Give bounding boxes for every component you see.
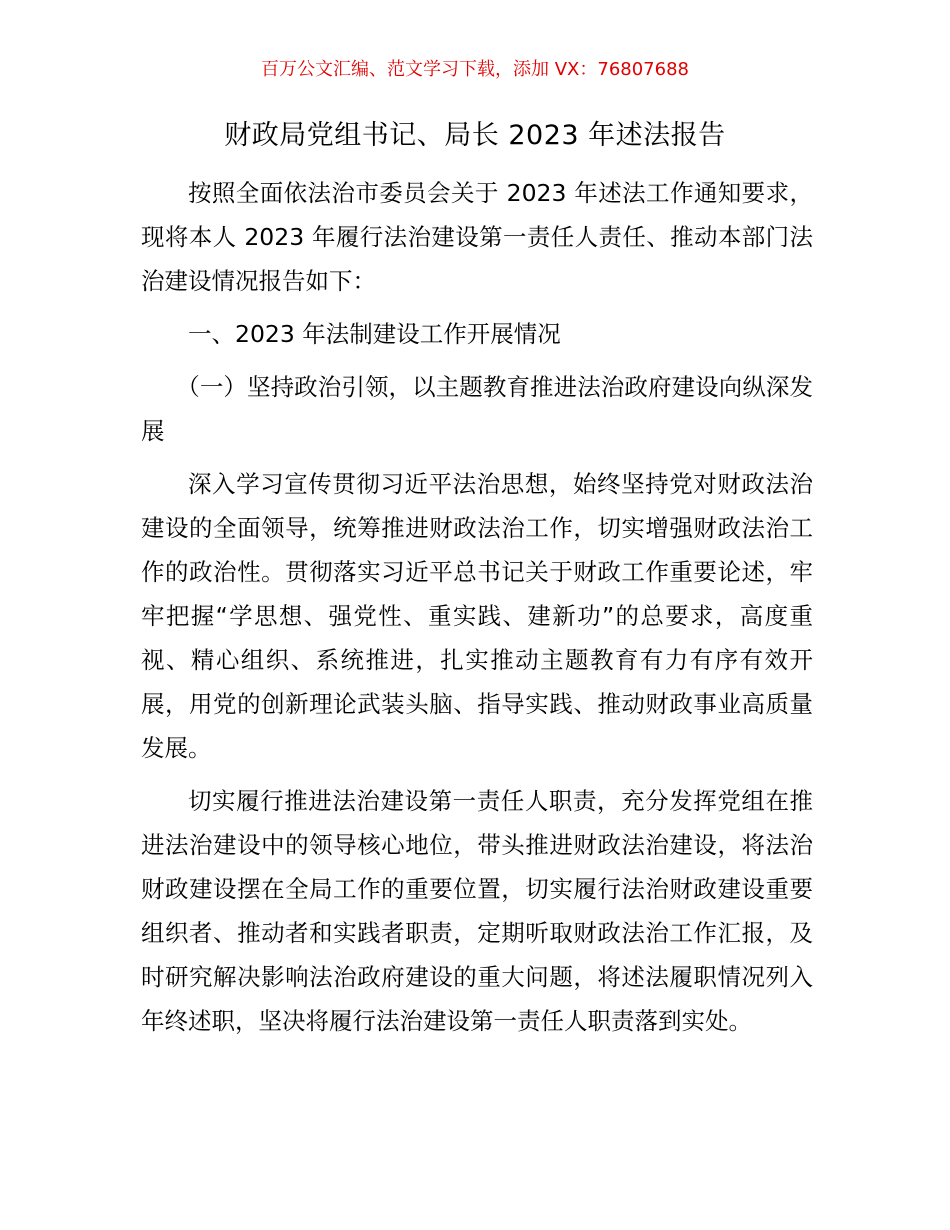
subsection-heading: （一）坚持政治引领，以主题教育推进法治政府建设向纵深发展 [141,373,813,445]
document-body [141,171,813,1043]
section-heading: 一、2023 年法制建设工作开展情况 [188,320,561,348]
body-paragraph: 切实履行推进法治建设第一责任人职责，充分发挥党组在推进法治建设中的领导核心地位，带头推进财政法治建设，将法治财政建设摆在全局工作的重要位置，切实履行法治财政建设重要组织者、推动者和实践者职责，定期听取财政法治工作汇报，及时研究解决影响法治政府建设的重大问题，将述法履职情况列入年终述职，坚决将履行法治建设第一责任人职责落到实处。 [141,787,813,1035]
document-title: 财政局党组书记、局长 2023 年述法报告 [224,120,726,151]
body-paragraph: 深入学习宣传贯彻习近平法治思想，始终坚持党对财政法治建设的全面领导，统筹推进财政法治工作，切实增强财政法治工作的政治性。贯彻落实习近平总书记关于财政工作重要论述，牢牢把握“学思想、强党性、重实践、建新功”的总要求，高度重视、精心组织、系统推进，扎实推动主题教育有力有序有效开展，用党的创新理论武装头脑、指导实践、推动财政事业高质量发展。 [141,470,813,762]
header-promo-note: 百万公文汇编、范文学习下载，添加 VX：76807688 [261,59,689,80]
intro-paragraph: 按照全面依法治市委员会关于 2023 年述法工作通知要求，现将本人 2023 年履行法治建设第一责任人责任、推动本部门法治建设情况报告如下： [141,179,813,295]
